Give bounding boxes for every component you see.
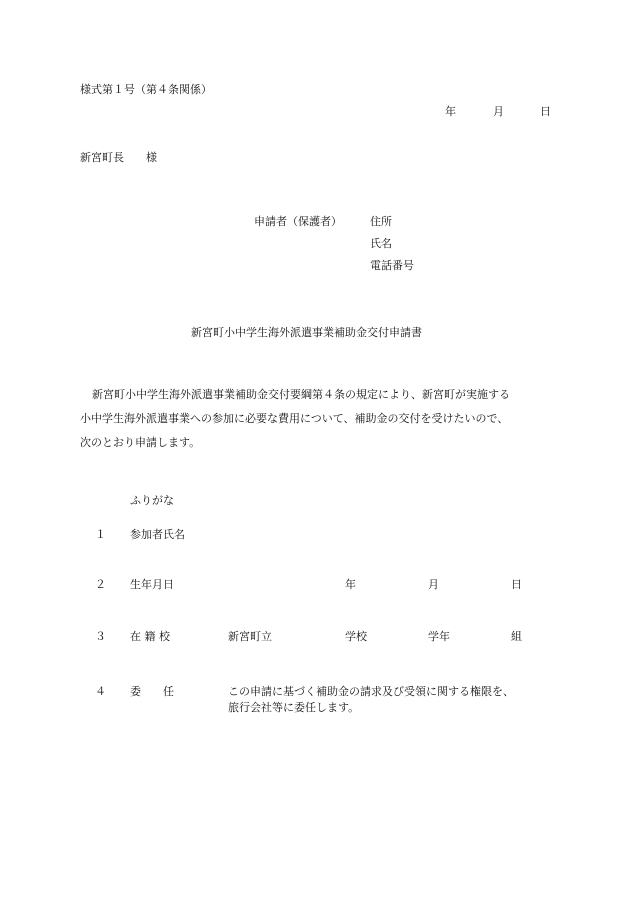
date-day-label: 日 [540, 105, 551, 118]
class-label: 組 [511, 630, 522, 643]
school-label: 学校 [345, 630, 367, 643]
furigana-label: ふりがな [130, 494, 174, 507]
item-4-number: ４ [95, 685, 106, 698]
applicant-name-label: 氏名 [370, 237, 392, 250]
applicant-label: 申請者（保護者） [254, 215, 342, 228]
item-3-label: 在 籍 校 [130, 630, 170, 643]
form-number: 様式第１号（第４条関係） [80, 83, 212, 96]
applicant-address-label: 住所 [370, 215, 392, 228]
birth-month-label: 月 [428, 578, 439, 591]
body-line-1: 新宮町小中学生海外派遣事業補助金交付要綱第４条の規定により、新宮町が実施する [92, 388, 510, 401]
item-2-label: 生年月日 [130, 578, 174, 591]
delegation-text-line-1: この申請に基づく補助金の請求及び受領に関する権限を、 [228, 685, 514, 698]
birth-year-label: 年 [345, 578, 356, 591]
item-2-number: ２ [95, 578, 106, 591]
body-line-2: 小中学生海外派遣事業への参加に必要な費用について、補助金の交付を受けたいので、 [80, 412, 509, 425]
grade-label: 学年 [428, 630, 450, 643]
item-3-number: ３ [95, 630, 106, 643]
school-prefix: 新宮町立 [228, 630, 272, 643]
document-title: 新宮町小中学生海外派遣事業補助金交付申請書 [191, 326, 422, 339]
delegation-text-line-2: 旅行会社等に委任します。 [228, 701, 360, 714]
body-line-3: 次のとおり申請します。 [80, 436, 201, 449]
applicant-phone-label: 電話番号 [370, 259, 414, 272]
body-paragraph [80, 383, 550, 455]
item-1-number: １ [95, 528, 106, 541]
date-month-label: 月 [493, 105, 504, 118]
birth-day-label: 日 [511, 578, 522, 591]
addressee: 新宮町長 様 [80, 151, 157, 164]
date-year-label: 年 [445, 105, 456, 118]
item-1-label: 参加者氏名 [130, 528, 185, 541]
item-4-label: 委 任 [130, 685, 174, 698]
